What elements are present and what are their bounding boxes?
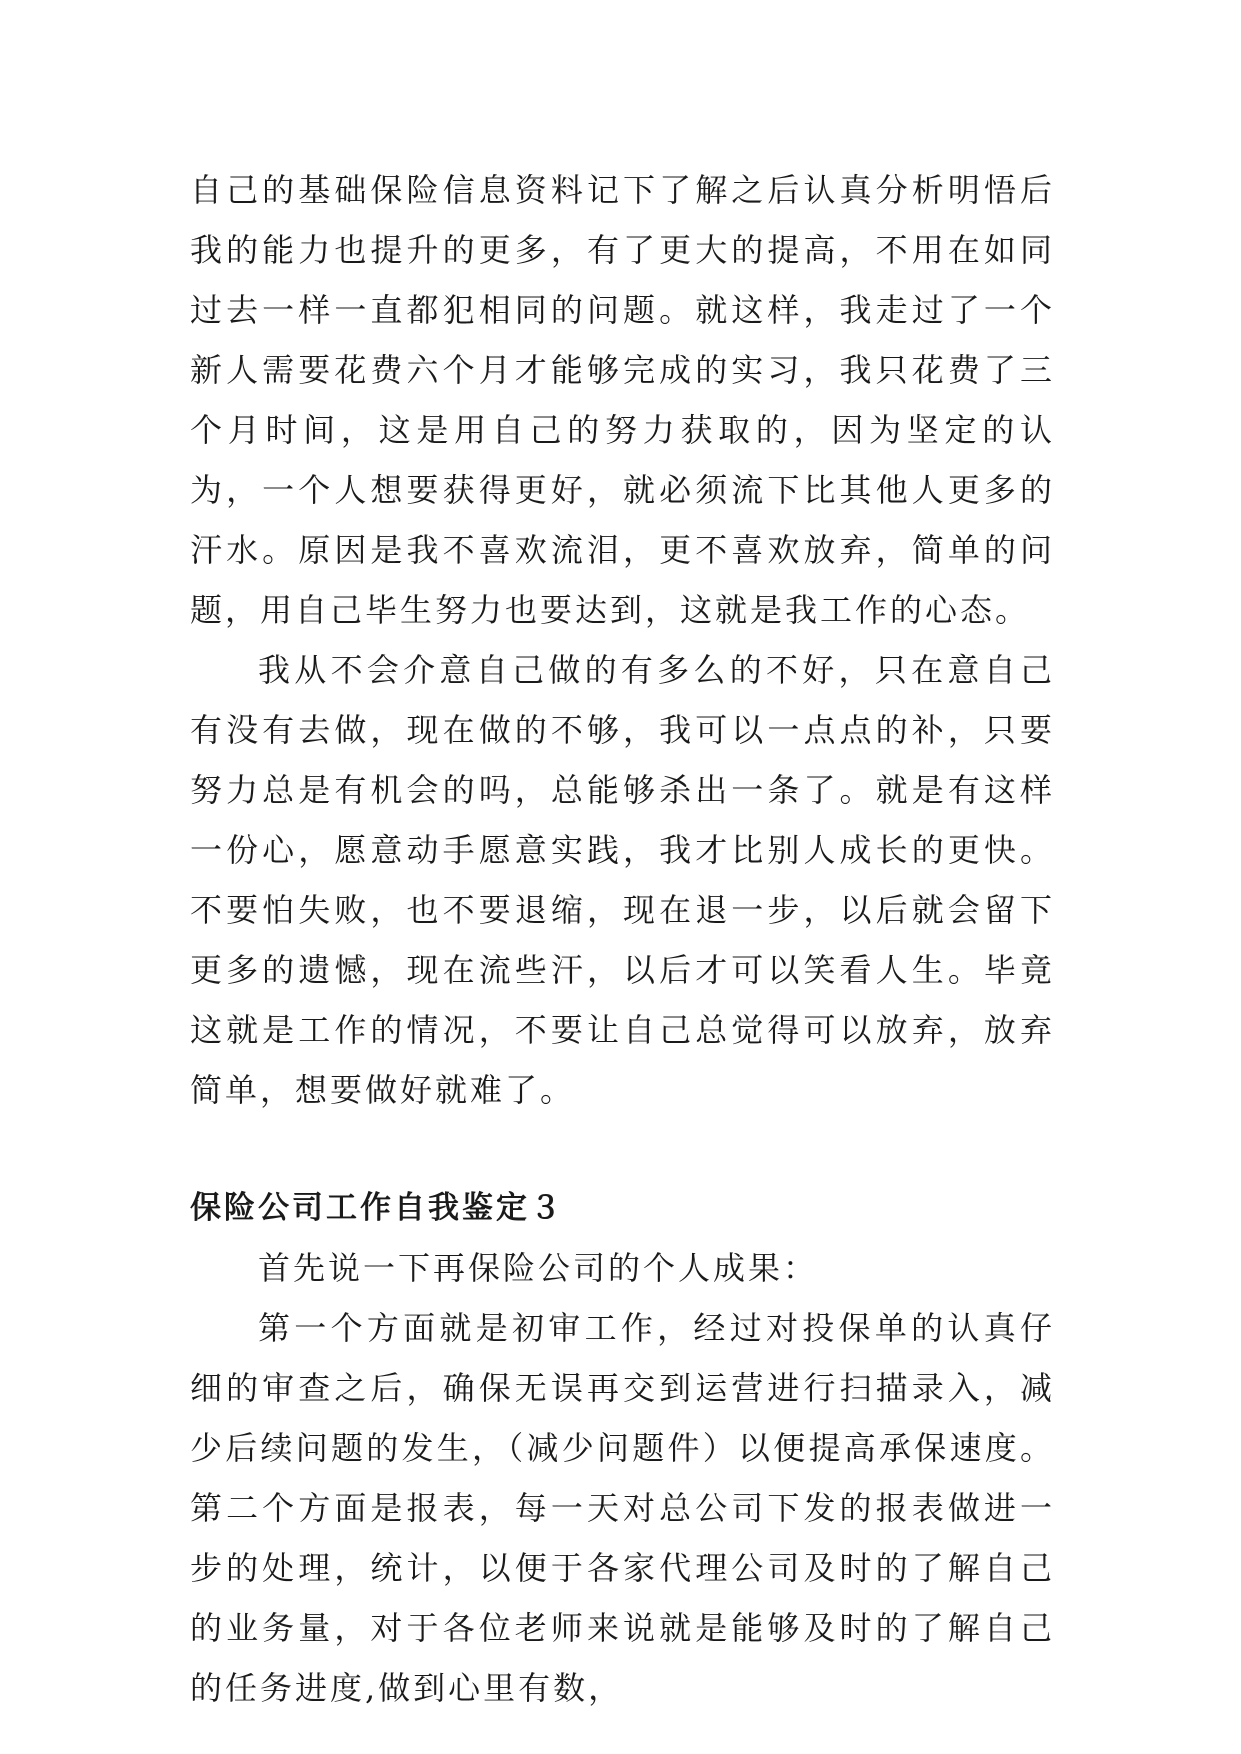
paragraph-intro: 首先说一下再保险公司的个人成果： [258, 1249, 819, 1287]
document-body [190, 160, 1055, 1718]
section-heading: 保险公司工作自我鉴定３ [190, 1190, 564, 1226]
paragraph-effort: 我从不会介意自己做的有多么的不好，只在意自己有没有去做，现在做的不够，我可以一点点的补，只要努力总是有机会的吗，总能够杀出一条了。就是有这样一份心，愿意动手愿意实践，我才比别人成长的更快。不要怕失败，也不要退缩，现在退一步，以后就会留下更多的遗憾，现在流些汗，以后才可以笑看人生。毕竟这就是工作的情况，不要让自己总觉得可以放弃，放弃简单，想要做好就难了。 [190, 651, 1055, 1109]
paragraph-achievements: 第一个方面就是初审工作，经过对投保单的认真仔细的审查之后，确保无误再交到运营进行扫描录入，减少后续问题的发生，（减少问题件）以便提高承保速度。第二个方面是报表，每一天对总公司下发的报表做进一步的处理，统计，以便于各家代理公司及时的了解自己的业务量，对于各位老师来说就是能够及时的了解自己的任务进度,做到心里有数， [190, 1309, 1055, 1707]
paragraph-continued: 自己的基础保险信息资料记下了解之后认真分析明悟后我的能力也提升的更多，有了更大的提高，不用在如同过去一样一直都犯相同的问题。就这样，我走过了一个新人需要花费六个月才能够完成的实习，我只花费了三个月时间，这是用自己的努力获取的，因为坚定的认为，一个人想要获得更好，就必须流下比其他人更多的汗水。原因是我不喜欢流泪，更不喜欢放弃，简单的问题，用自己毕生努力也要达到，这就是我工作的心态。 [190, 171, 1055, 629]
